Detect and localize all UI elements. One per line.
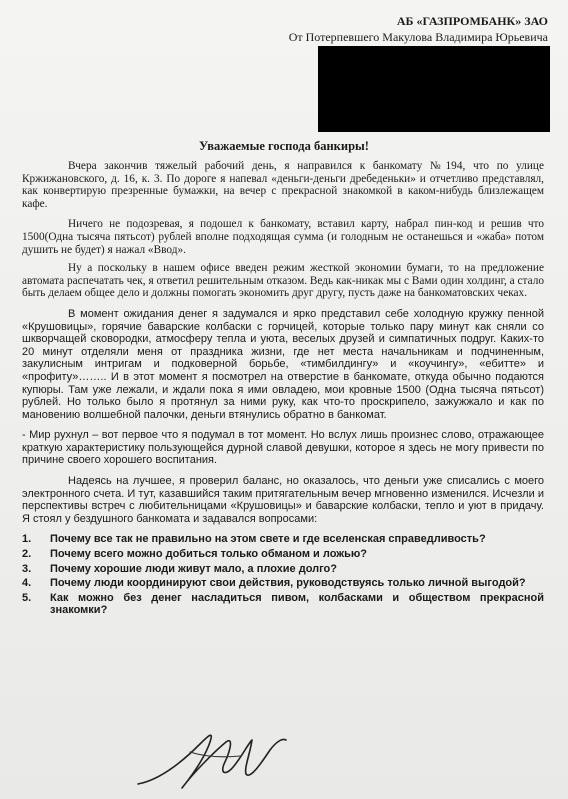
- question-number: 3.: [22, 562, 32, 575]
- question-number: 5.: [22, 591, 32, 604]
- paragraph-1: Вчера закончив тяжелый рабочий день, я направился к банкомату №194, что по улице Кржижановского, д. 16, к. 3. По дороге я напевал «деньги-деньги дребеденьки» и отчетливо представлял, как конвертирую презренные бумажки, на вечер с прекрасной знакомкой в каком-нибудь близлежащем кафе.: [22, 160, 544, 210]
- handwritten-signature: [130, 722, 300, 796]
- paragraph-6: Надеясь на лучшее, я проверил баланс, но оказалось, что деньги уже списались с моего электронного счета. И тут, казавшийся таким притягательным вечер мгновенно изменился. Исчезли и перспективы встреч с любительницами «Крушовицы» и баварские колбаски, тепло и уют в придачу. Я стоял у бездушного банкомата и задавался вопросами:: [22, 475, 544, 525]
- question-text: Почему все так не правильно на этом свете и где вселенская справедливость?: [50, 533, 486, 546]
- letter-body: [22, 160, 544, 619]
- salutation: Уважаемые господа банкиры!: [199, 139, 369, 153]
- sender-line: От Потерпевшего Макулова Владимира Юрьевича: [288, 30, 548, 44]
- question-text: Почему хорошие люди живут мало, а плохие долго?: [50, 562, 337, 575]
- redacted-block: [318, 46, 550, 132]
- question-number: 2.: [22, 548, 32, 561]
- paragraph-2: Ничего не подозревая, я подошел к банкомату, вставил карту, набрал пин-код и решив что 1500(Одна тысяча пятьсот) рублей вполне подходящая сумма (и голодным не останешься и «жаба» потом душить не будет) я нажал «Ввод».: [22, 218, 544, 256]
- question-list: [22, 533, 544, 617]
- question-text: Как можно без денег насладиться пивом, колбасками и обществом прекрасной знакомки?: [50, 591, 544, 617]
- question-text: Почему всего можно добиться только обманом и ложью?: [50, 548, 367, 561]
- question-item: [22, 577, 544, 590]
- addressee-bank: АБ «ГАЗПРОМБАНК» ЗАО: [396, 14, 548, 28]
- question-number: 4.: [22, 577, 32, 590]
- question-item: [22, 592, 544, 617]
- question-item: [22, 533, 544, 546]
- paragraph-5: - Мир рухнул – вот первое что я подумал в тот момент. Но вслух лишь произнес слово, отражающее краткую характеристику пользующейся дурной славой девушки, которое я здесь не могу привести по причине своего хорошего воспитания.: [22, 429, 544, 467]
- question-number: 1.: [22, 533, 32, 546]
- question-item: [22, 563, 544, 576]
- paragraph-3: Ну а поскольку в нашем офисе введен режим жесткой экономии бумаги, то на предложение автомата распечатать чек, я ответил решительным отказом. Ведь как-никак мы с Вами один холдинг, а стало быть делаем общее дело и должны помогать экономить друг другу, пусть даже на банкоматовских чеках.: [22, 262, 544, 300]
- question-item: [22, 548, 544, 561]
- question-text: Почему люди координируют свои действия, руководствуясь только личной выгодой?: [50, 577, 526, 590]
- paragraph-4: В момент ожидания денег я задумался и ярко представил себе холодную кружку пенной «Крушовицы», горячие баварские колбаски с горчицей, которые только пару минут как сняли со шкворчащей сковородки, атмосферу тепла и уюта, веселых друзей и симпатичных подруг. Каких-то 20 минут отделяли меня от праздника жизни, где нет места начальникам и подчиненным, закулисным интригам и подковерной борьбе, «тимбилдингу» и «коучингу», «ебитте» и «профиту»…….. И в этот момент я посмотрел на отверстие в банкомате, откуда обычно подаются купюры. Там уже лежали, и ждали пока я ими овладею, мои кровные 1500 (Одна тысяча пятьсот) рублей. Но только было я протянул за ними руку, как что-то проскрипело, зажужжало и как по мановению волшебной палочки, деньги втянулись обратно в банкомат.: [22, 307, 544, 421]
